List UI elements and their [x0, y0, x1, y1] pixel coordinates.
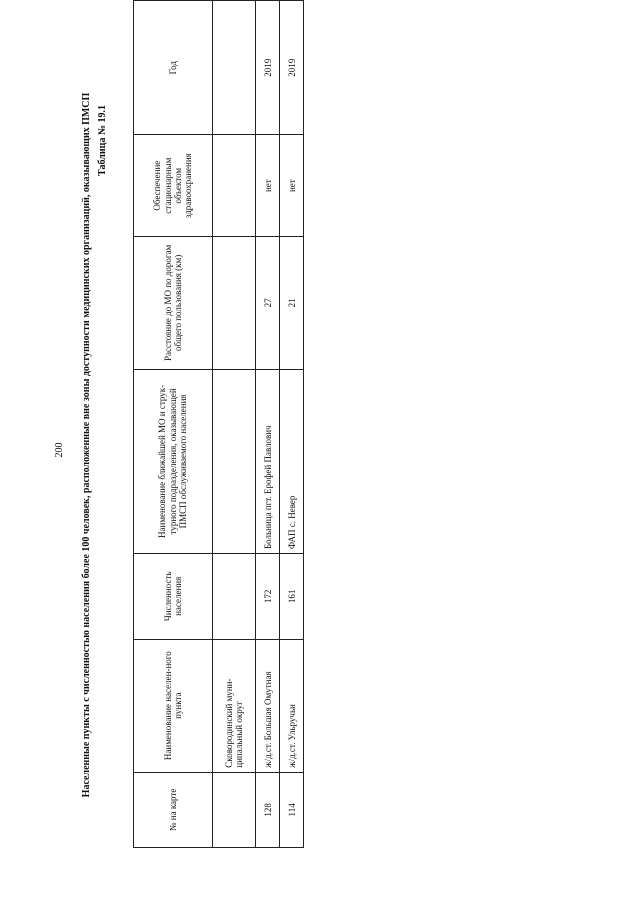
table-label: Таблица № 19.1 [97, 105, 108, 176]
table-row [256, 1, 280, 848]
cell-year: 2019 [256, 1, 280, 135]
settlements-table [133, 0, 304, 848]
table-header-row [134, 1, 213, 848]
cell-nearest-mo: ФАП с. Невер [280, 369, 304, 553]
cell-settlement-name: ж/д.ст. Большая Омутная [256, 639, 280, 772]
header-distance: Расстояние до МО по дорогам общего пользования (км) [134, 236, 213, 369]
table-row [280, 1, 304, 848]
cell-nearest-mo: Больница пгт. Ерофей Павлович [256, 369, 280, 553]
document-title: Населенные пункты с численностью населения более 100 человек, расположенные вне зоны доступности медицинских организаций, оказывающих ПМСП [81, 92, 92, 798]
header-population: Численность населения [134, 554, 213, 640]
page-number: 200 [54, 442, 65, 458]
cell-distance: 21 [280, 236, 304, 369]
cell-distance: 27 [256, 236, 280, 369]
group-label: Сковородинский муни-ципальный округ [213, 639, 256, 772]
cell-population: 172 [256, 554, 280, 640]
header-settlement-name: Наименование населен-ного пункта [134, 639, 213, 772]
table-group-row [213, 1, 256, 848]
header-nearest-mo: Наименование ближайшей МО и струк-турного подразделения, оказывающей ПМСП обслуживаемого населения [134, 369, 213, 553]
cell-population: 161 [280, 554, 304, 640]
header-map-number: № на карте [134, 772, 213, 847]
cell-map-number: 114 [280, 772, 304, 847]
cell-facility: нет [280, 135, 304, 237]
cell-year: 2019 [280, 1, 304, 135]
header-facility: Обеспечение стационарным объектом здравоохранения [134, 135, 213, 237]
cell-settlement-name: ж/д.ст. Ульручьи [280, 639, 304, 772]
header-year: Год [134, 1, 213, 135]
cell-facility: нет [256, 135, 280, 237]
cell-map-number: 128 [256, 772, 280, 847]
